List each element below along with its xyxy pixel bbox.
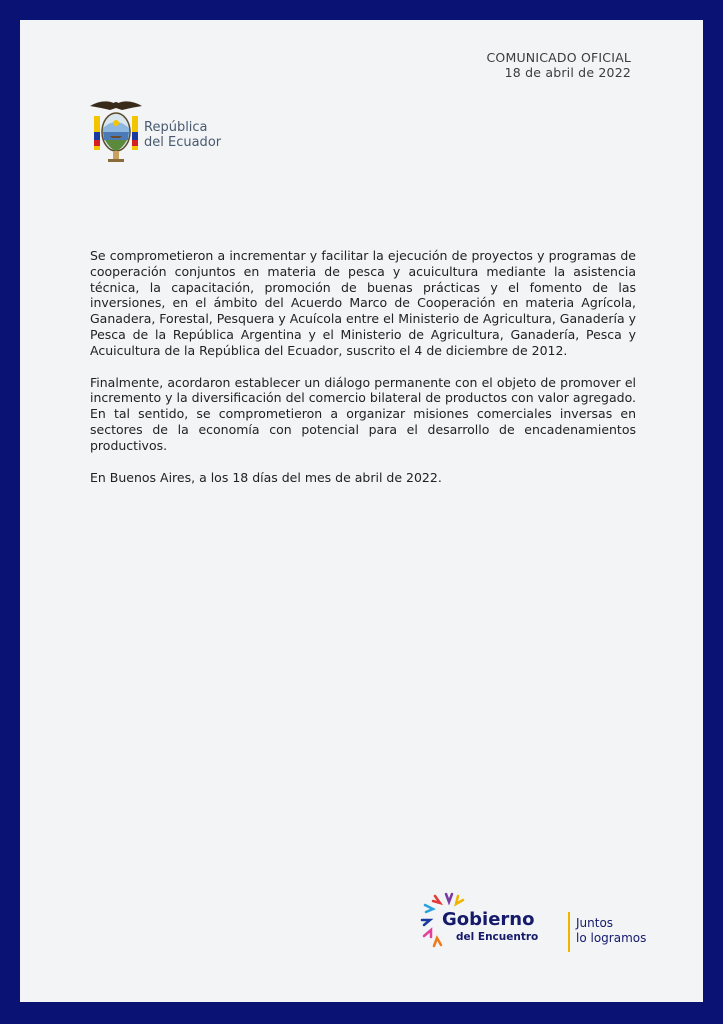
republica-ecuador-logo	[86, 96, 246, 166]
republica-ecuador-wordmark	[144, 120, 221, 150]
document-body	[90, 248, 636, 501]
paragraph-2: Finalmente, acordaron establecer un diálogo permanente con el objeto de promover el incremento y la diversificación del comercio bilateral de productos con valor agregado. En tal sentido, se comprometieron a organizar misiones comerciales inversas en sectores de la economía con potencial para el desarrollo de encadenamientos productivos.	[90, 374, 636, 453]
paragraph-1: Se comprometieron a incrementar y facilitar la ejecución de proyectos y programas de cooperación conjuntos en materia de pesca y acuicultura mediante la asistencia técnica, la capacitación, promoción de buenas prácticas y el fomento de las inversiones, en el ámbito del Acuerdo Marco de Cooperación en materia Agrícola, Ganadera, Forestal, Pesquera y Acuícola entre el Ministerio de Agricultura, Ganadería y Pesca de la República Argentina y el Ministerio de Agricultura, Ganadería, Pesca y Acuicultura de la República del Ecuador, suscrito el 4 de diciembre de 2012.	[90, 248, 636, 358]
logo-line-1: República	[144, 120, 208, 135]
document-date: 18 de abril de 2022	[504, 65, 631, 80]
gobierno-del-encuentro-logo	[418, 890, 658, 960]
logo-divider	[568, 912, 570, 952]
paragraph-3: En Buenos Aires, a los 18 días del mes de abril de 2022.	[90, 469, 442, 485]
logo-line-2: del Ecuador	[144, 135, 222, 150]
tagline-line-2: lo logramos	[576, 931, 647, 945]
document-type: COMUNICADO OFICIAL	[486, 50, 631, 65]
tagline-line-1: Juntos	[576, 916, 614, 930]
document-header	[487, 50, 632, 80]
document-page	[20, 20, 703, 1002]
del-encuentro-wordmark: del Encuentro	[456, 931, 539, 943]
coat-of-arms-icon	[86, 96, 146, 166]
gobierno-wordmark: Gobierno	[442, 909, 535, 930]
tagline	[576, 916, 646, 946]
